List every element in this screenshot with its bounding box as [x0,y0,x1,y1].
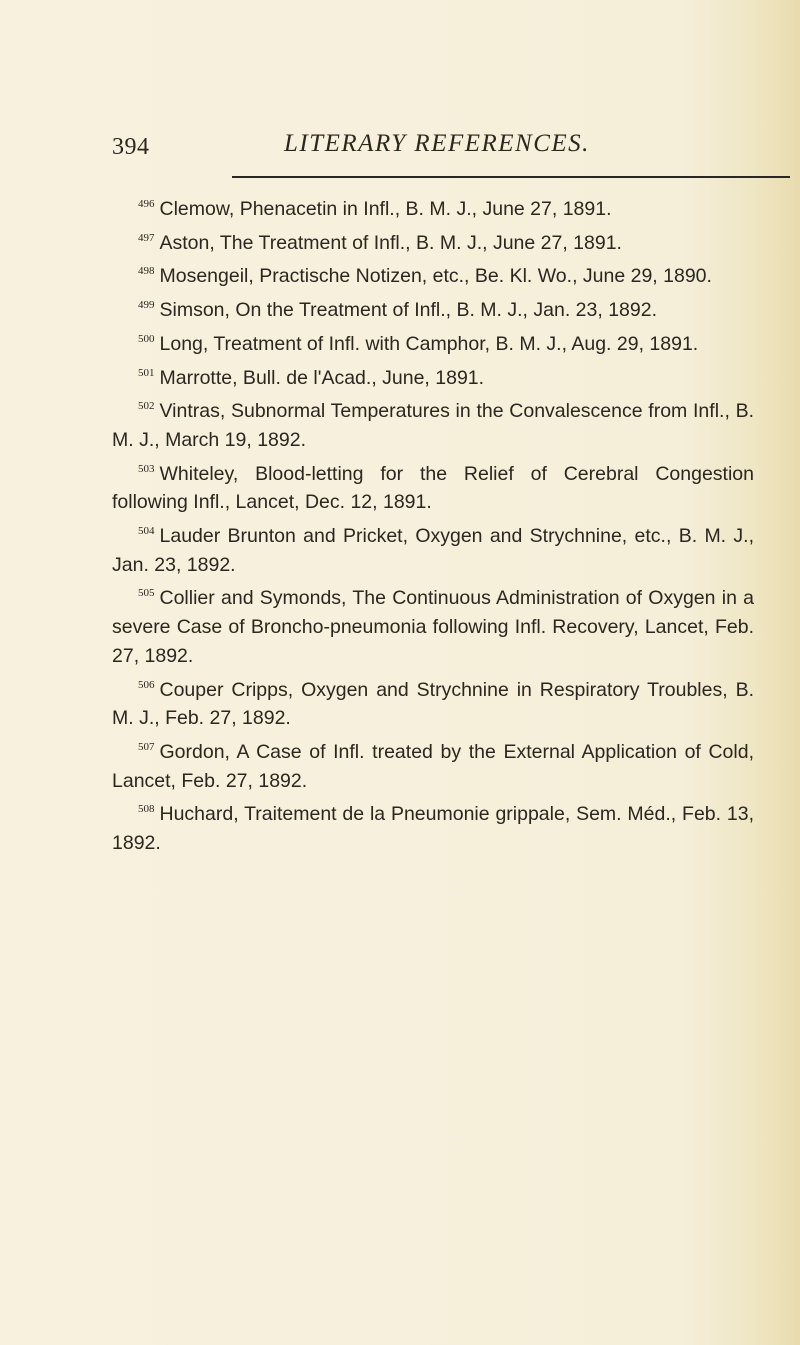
reference-number: 502 [138,400,155,413]
reference-entry [112,392,754,454]
reference-text: Lauder Brunton and Pricket, Oxygen and Strychnine, etc., B. M. J., Jan. 23, 1892. [112,525,754,576]
reference-text: Mosengeil, Practische Notizen, etc., Be. Kl. Wo., June 29, 1890. [159,265,712,288]
reference-number: 497 [138,231,155,244]
reference-number: 499 [138,299,155,312]
reference-entry [112,579,754,670]
reference-entry [112,257,754,291]
reference-entry [112,359,754,393]
reference-entry [112,325,754,359]
reference-text: Long, Treatment of Infl. with Camphor, B. M. J., Aug. 29, 1891. [159,332,699,355]
reference-text: Aston, The Treatment of Infl., B. M. J., June 27, 1891. [159,231,622,254]
reference-number: 501 [138,366,155,379]
reference-text: Gordon, A Case of Infl. treated by the External Application of Cold, Lancet, Feb. 27, 1892. [112,740,754,792]
reference-number: 504 [138,525,155,538]
reference-text: Vintras, Subnormal Temperatures in the Convalescence from Infl., B. M. J., March 19, 1892. [112,400,754,451]
reference-entry [112,291,754,325]
page-number: 394 [112,134,150,160]
reference-text: Collier and Symonds, The Continuous Administration of Oxygen in a severe Case of Broncho-pneumonia following Infl. Recovery, Lancet, Feb. 27, 1892. [112,587,754,667]
reference-entry [112,671,754,733]
reference-text: Huchard, Traitement de la Pneumonie grippale, Sem. Méd., Feb. 13, 1892. [112,803,754,855]
reference-entry [112,190,754,224]
reference-number: 503 [138,462,155,475]
reference-list [112,190,754,858]
reference-text: Clemow, Phenacetin in Infl., B. M. J., June 27, 1891. [159,198,612,220]
reference-number: 506 [138,678,155,691]
reference-text: Whiteley, Blood-letting for the Relief of Cerebral Congestion following Infl., Lancet, Dec. 12, 1891. [112,462,754,514]
reference-entry [112,517,754,579]
reference-number: 496 [138,198,155,210]
reference-number: 507 [138,740,155,753]
header-rule [232,176,790,178]
reference-entry [112,795,754,857]
reference-entry [112,224,754,258]
running-head: LITERARY REFERENCES. [284,130,590,157]
reference-text: Simson, On the Treatment of Infl., B. M. J., Jan. 23, 1892. [159,299,657,322]
reference-text: Couper Cripps, Oxygen and Strychnine in Respiratory Troubles, B. M. J., Feb. 27, 1892. [112,678,754,730]
reference-text: Marrotte, Bull. de l'Acad., June, 1891. [159,366,485,389]
reference-number: 498 [138,265,155,278]
reference-number: 505 [138,587,155,600]
reference-entry [112,455,754,517]
reference-number: 500 [138,332,155,345]
page-header [112,128,712,168]
reference-number: 508 [138,803,155,816]
reference-entry [112,733,754,795]
